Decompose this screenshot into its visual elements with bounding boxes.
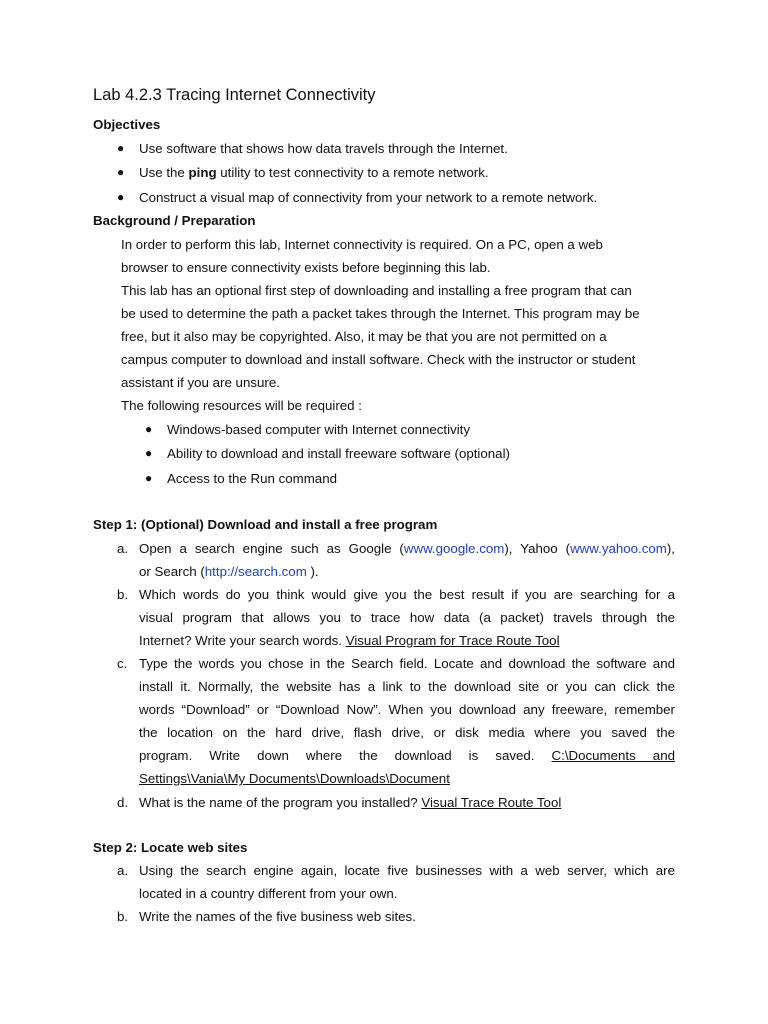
step1-d-line: What is the name of the program you installed? Visual Trace Route Tool	[139, 795, 562, 810]
step2-a-line: located in a country different from your own.	[139, 886, 398, 901]
background-line: free, but it also may be copyrighted. Also, it may be that you are not permitted on a	[121, 329, 607, 344]
resource-item: Windows-based computer with Internet connectivity	[167, 422, 471, 437]
ping-keyword: ping	[188, 165, 217, 180]
document-title: Lab 4.2.3 Tracing Internet Connectivity	[93, 86, 376, 104]
step2-b-line: Write the names of the five business web sites.	[139, 909, 416, 924]
background-line: This lab has an optional first step of downloading and installing a free program that can	[121, 283, 632, 298]
step1-c-line	[139, 771, 450, 786]
step1-b-line: Which words do you think would give you the best result if you are searching for a	[139, 587, 675, 602]
background-heading: Background / Preparation	[93, 213, 256, 228]
bullet-icon: ●	[145, 422, 153, 436]
step1-c-line: the location on the hard drive, flash drive, or disk media where you saved the	[139, 725, 675, 740]
step2-heading: Step 2: Locate web sites	[93, 840, 248, 855]
step1-b-line: Internet? Write your search words. Visual Program for Trace Route Tool	[139, 633, 560, 648]
step1-c-line: words “Download” or “Download Now”. When you download any freeware, remember	[139, 702, 675, 717]
list-label: c.	[117, 656, 128, 671]
bullet-icon: ●	[145, 471, 153, 485]
step1-c-line: Type the words you chose in the Search field. Locate and download the software and	[139, 656, 675, 671]
step1-b-line: visual program that allows you to trace how data (a packet) travels through the	[139, 610, 675, 625]
resource-item: Ability to download and install freeware software (optional)	[167, 446, 510, 461]
google-link[interactable]: www.google.com	[403, 541, 505, 556]
program-name-answer: Visual Trace Route Tool	[421, 795, 562, 810]
bullet-icon: ●	[145, 446, 153, 460]
background-line: The following resources will be required :	[121, 398, 362, 413]
step1-heading: Step 1: (Optional) Download and install a free program	[93, 517, 438, 532]
list-label: d.	[117, 795, 129, 810]
step1-a-line: Open a search engine such as Google (www.google.com), Yahoo (www.yahoo.com),	[139, 541, 675, 556]
list-label: b.	[117, 587, 129, 602]
objective-item: Use software that shows how data travels through the Internet.	[139, 141, 508, 156]
download-path-answer: Settings\Vania\My Documents\Downloads\Document	[139, 771, 450, 786]
list-label: b.	[117, 909, 129, 924]
objective-item: Construct a visual map of connectivity from your network to a remote network.	[139, 190, 598, 205]
background-line: be used to determine the path a packet takes through the Internet. This program may be	[121, 306, 640, 321]
list-label: a.	[117, 541, 129, 556]
objective-item: Use the ping utility to test connectivity to a remote network.	[139, 165, 489, 180]
background-line: assistant if you are unsure.	[121, 375, 280, 390]
background-line: In order to perform this lab, Internet connectivity is required. On a PC, open a web	[121, 237, 603, 252]
search-link[interactable]: http://search.com	[204, 564, 307, 579]
step2-a-line: Using the search engine again, locate five businesses with a web server, which are	[139, 863, 675, 878]
yahoo-link[interactable]: www.yahoo.com	[570, 541, 667, 556]
objectives-heading: Objectives	[93, 117, 161, 132]
search-words-answer: Visual Program for Trace Route Tool	[345, 633, 560, 648]
bullet-icon: ●	[117, 190, 125, 204]
list-label: a.	[117, 863, 129, 878]
resource-item: Access to the Run command	[167, 471, 337, 486]
bullet-icon: ●	[117, 141, 125, 155]
step1-a-line: or Search (http://search.com ).	[139, 564, 319, 579]
step1-c-line: program. Write down where the download is saved. C:\Documents and	[139, 748, 675, 763]
background-line: campus computer to download and install software. Check with the instructor or student	[121, 352, 636, 367]
step1-c-line: install it. Normally, the website has a link to the download site or you can click the	[139, 679, 675, 694]
bullet-icon: ●	[117, 165, 125, 179]
download-path-answer: C:\Documents and	[551, 748, 675, 763]
background-line: browser to ensure connectivity exists before beginning this lab.	[121, 260, 491, 275]
